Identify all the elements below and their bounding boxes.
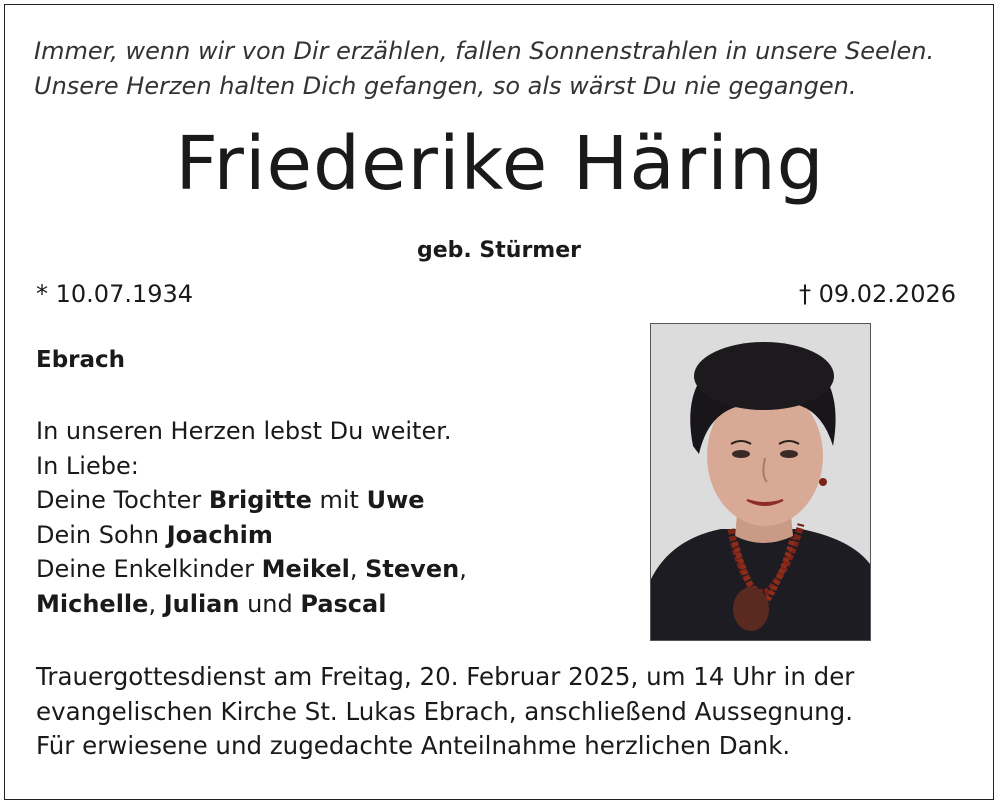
family-line-2: In Liebe:	[36, 451, 139, 480]
grandchild-name: Michelle	[36, 589, 149, 618]
portrait-illustration	[651, 324, 870, 640]
service-info	[36, 660, 986, 764]
quote-line-2: Unsere Herzen halten Dich gefangen, so als wärst Du nie gegangen.	[34, 72, 857, 100]
grandchild-name: Steven	[365, 555, 460, 583]
family-line-1: In unseren Herzen lebst Du weiter.	[36, 417, 452, 445]
grandchildren-line-2	[36, 587, 626, 622]
service-line-1: Trauergottesdienst am Freitag, 20. Februar 2025, um 14 Uhr in der	[36, 662, 855, 691]
service-line-2: evangelischen Kirche St. Lukas Ebrach, anschließend Aussegnung.	[36, 696, 853, 726]
separator: ,	[349, 555, 366, 583]
place-name: Ebrach	[36, 347, 126, 373]
birth-date: * 10.07.1934	[36, 280, 194, 308]
grandchildren-line-1	[36, 552, 626, 587]
deceased-name: Friederike Häring	[175, 121, 825, 207]
quote-line-1: Immer, wenn wir von Dir erzählen, fallen Sonnenstrahlen in unsere Seelen.	[34, 37, 935, 65]
grandchild-name: Pascal	[300, 589, 387, 618]
family-section	[36, 414, 626, 621]
daughter-mid: mit	[311, 486, 367, 514]
son-line	[36, 518, 626, 553]
service-line-3: Für erwiesene und zugedachte Anteilnahme herzlichen Dank.	[36, 731, 791, 760]
grandchild-name: Meikel	[261, 555, 350, 583]
conjunction: und	[239, 589, 301, 618]
daughter-prefix: Deine Tochter	[36, 486, 209, 514]
portrait-photo	[650, 323, 871, 641]
son-name: Joachim	[166, 520, 273, 549]
maiden-name: geb. Stürmer	[416, 238, 581, 263]
daughter-name: Brigitte	[208, 486, 312, 514]
daughter-partner-name: Uwe	[366, 486, 425, 514]
memorial-quote	[34, 34, 974, 104]
daughter-line	[36, 483, 626, 518]
death-date: † 09.02.2026	[798, 280, 956, 308]
separator: ,	[148, 589, 164, 618]
grandchild-name: Julian	[163, 589, 240, 618]
separator: ,	[459, 555, 467, 583]
son-prefix: Dein Sohn	[36, 520, 167, 549]
grandchildren-prefix: Deine Enkelkinder	[36, 555, 262, 583]
